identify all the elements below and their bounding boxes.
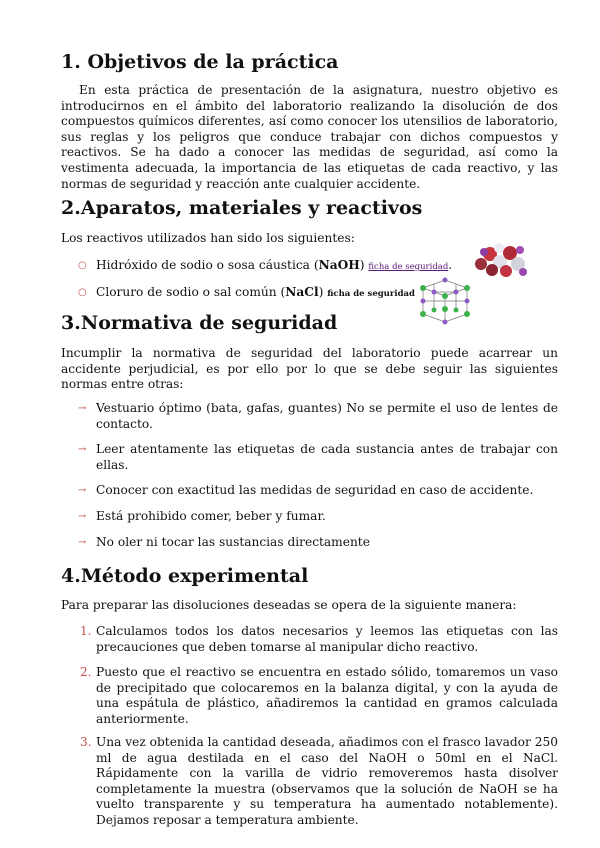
s3-intro-line: Incumplir la normativa de seguridad del laboratorio puede acarrear un accidente: [61, 346, 558, 376]
s1-line: introducirnos en el ámbito del laboratorio realizando la disolución de dos: [61, 98, 558, 113]
naoh-molecule-image: [472, 242, 528, 278]
step-line: precauciones que deben tomarse al manipular dicho reactivo.: [96, 639, 479, 654]
step-item: [80, 735, 559, 829]
step-line: completamente la muestra (observamos que la solución de NaOH se ha: [96, 781, 558, 796]
nacl-crystal-image: [415, 274, 471, 326]
section-1-heading: 1. Objetivos de la práctica: [61, 51, 339, 73]
step-line: vuelto transparente y su temperatura ha aumentado notablemente).: [96, 797, 558, 812]
section-4-heading: 4.Método experimental: [61, 565, 309, 587]
reagent-close: ): [318, 285, 324, 299]
rule-item: [78, 509, 558, 525]
nacl-lattice: [423, 280, 467, 322]
safety-sheet-link[interactable]: ficha de seguridad: [368, 262, 449, 272]
step-item: [80, 665, 558, 727]
reagent-text: Cloruro de sodio o sal común (: [96, 285, 286, 299]
arrow-bullet-icon: →: [78, 511, 87, 522]
circle-bullet-icon: ○: [78, 287, 87, 298]
rule-line: contacto.: [96, 416, 153, 431]
step-line: Dejamos reposar a temperatura ambiente.: [96, 812, 359, 827]
step-number: 2.: [80, 665, 92, 679]
section-2-intro: Los reactivos utilizados han sido los siguientes:: [61, 231, 355, 245]
step-line: Rápidamente con la varilla de vidrio removeremos hasta disolver: [96, 766, 558, 781]
rule-line: No oler ni tocar las sustancias directamente: [96, 535, 370, 549]
rule-item: [78, 483, 558, 499]
s1-line: laboratorio, sus reglas y los peligros que conduce trabajar con dichos: [61, 114, 559, 144]
safety-sheet-label: ficha de seguridad: [327, 289, 415, 299]
rule-item: [78, 535, 558, 551]
rule-line: Conocer con exactitud las medidas de seguridad en caso de accidente.: [96, 483, 534, 497]
s1-line: compuestos químicos diferentes, así como conocer los utensilios de: [61, 114, 482, 129]
s1-line: En esta práctica de presentación de la asignatura, nuestro objetivo es: [79, 83, 558, 97]
s1-line: compuestos y reactivos. Se ha dado a conocer las medidas de seguridad, así: [61, 129, 558, 160]
rule-line: Vestuario óptimo (bata, gafas, guantes) No se permite el uso de lentes de: [96, 401, 558, 415]
step-item: [80, 624, 558, 655]
s1-line: como la vestimenta adecuada, la importancia de las etiquetas de cada reactivo,: [61, 145, 558, 175]
step-line: anteriormente.: [96, 711, 189, 726]
reagent-formula: NaCl: [285, 285, 319, 299]
rule-line: Leer atentamente las etiquetas de cada sustancia antes de trabajar con: [96, 442, 558, 456]
rule-line: Está prohibido comer, beber y fumar.: [96, 509, 326, 523]
arrow-bullet-icon: →: [78, 403, 87, 414]
naoh-molecule-spheres: [475, 243, 527, 277]
step-line: Calculamos todos los datos necesarios y leemos las etiquetas con las: [96, 624, 558, 638]
reagent-text: Hidróxido de sodio o sosa cáustica (: [96, 258, 319, 272]
s3-intro-line: perjudicial, es por ello por lo que se debe seguir las siguientes normas entre: [61, 361, 558, 392]
arrow-bullet-icon: →: [78, 485, 87, 496]
step-line: de precipitado que colocaremos en la balanza digital, y con la ayuda de: [96, 680, 558, 695]
section-3-heading: 3.Normativa de seguridad: [61, 312, 338, 334]
rule-item: [78, 401, 558, 432]
rule-item: [78, 442, 558, 473]
reagent-end: .: [448, 258, 453, 272]
s1-line: y las normas de seguridad y reacción ante cualquier accidente.: [61, 160, 559, 191]
section-2-heading: 2.Aparatos, materiales y reactivos: [61, 197, 423, 219]
section-3-intro: [61, 346, 558, 393]
step-line: una espátula de plástico, añadiremos la cantidad en gramos calculada: [96, 696, 558, 711]
reagent-item-naoh: [78, 258, 476, 276]
section-4-intro: Para preparar las disoluciones deseadas se opera de la siguiente manera:: [61, 598, 517, 612]
step-line: 250 ml de agua destilada en el caso del NaOH o 50ml en el NaCl.: [96, 735, 559, 765]
step-number: 3.: [80, 735, 92, 749]
step-line: Una vez obtenida la cantidad deseada, añadimos con el frasco lavador: [96, 735, 531, 749]
rule-line: ellas.: [96, 457, 129, 472]
reagent-close: ): [359, 258, 365, 272]
step-line: Puesto que el reactivo se encuentra en estado sólido, tomaremos un vaso: [96, 665, 558, 679]
arrow-bullet-icon: →: [78, 537, 87, 548]
reagent-formula: NaOH: [318, 258, 360, 272]
s3-intro-line: otras:: [147, 377, 184, 392]
step-number: 1.: [80, 624, 92, 638]
section-1-paragraph: [61, 83, 558, 192]
arrow-bullet-icon: →: [78, 444, 87, 455]
circle-bullet-icon: ○: [78, 260, 87, 271]
